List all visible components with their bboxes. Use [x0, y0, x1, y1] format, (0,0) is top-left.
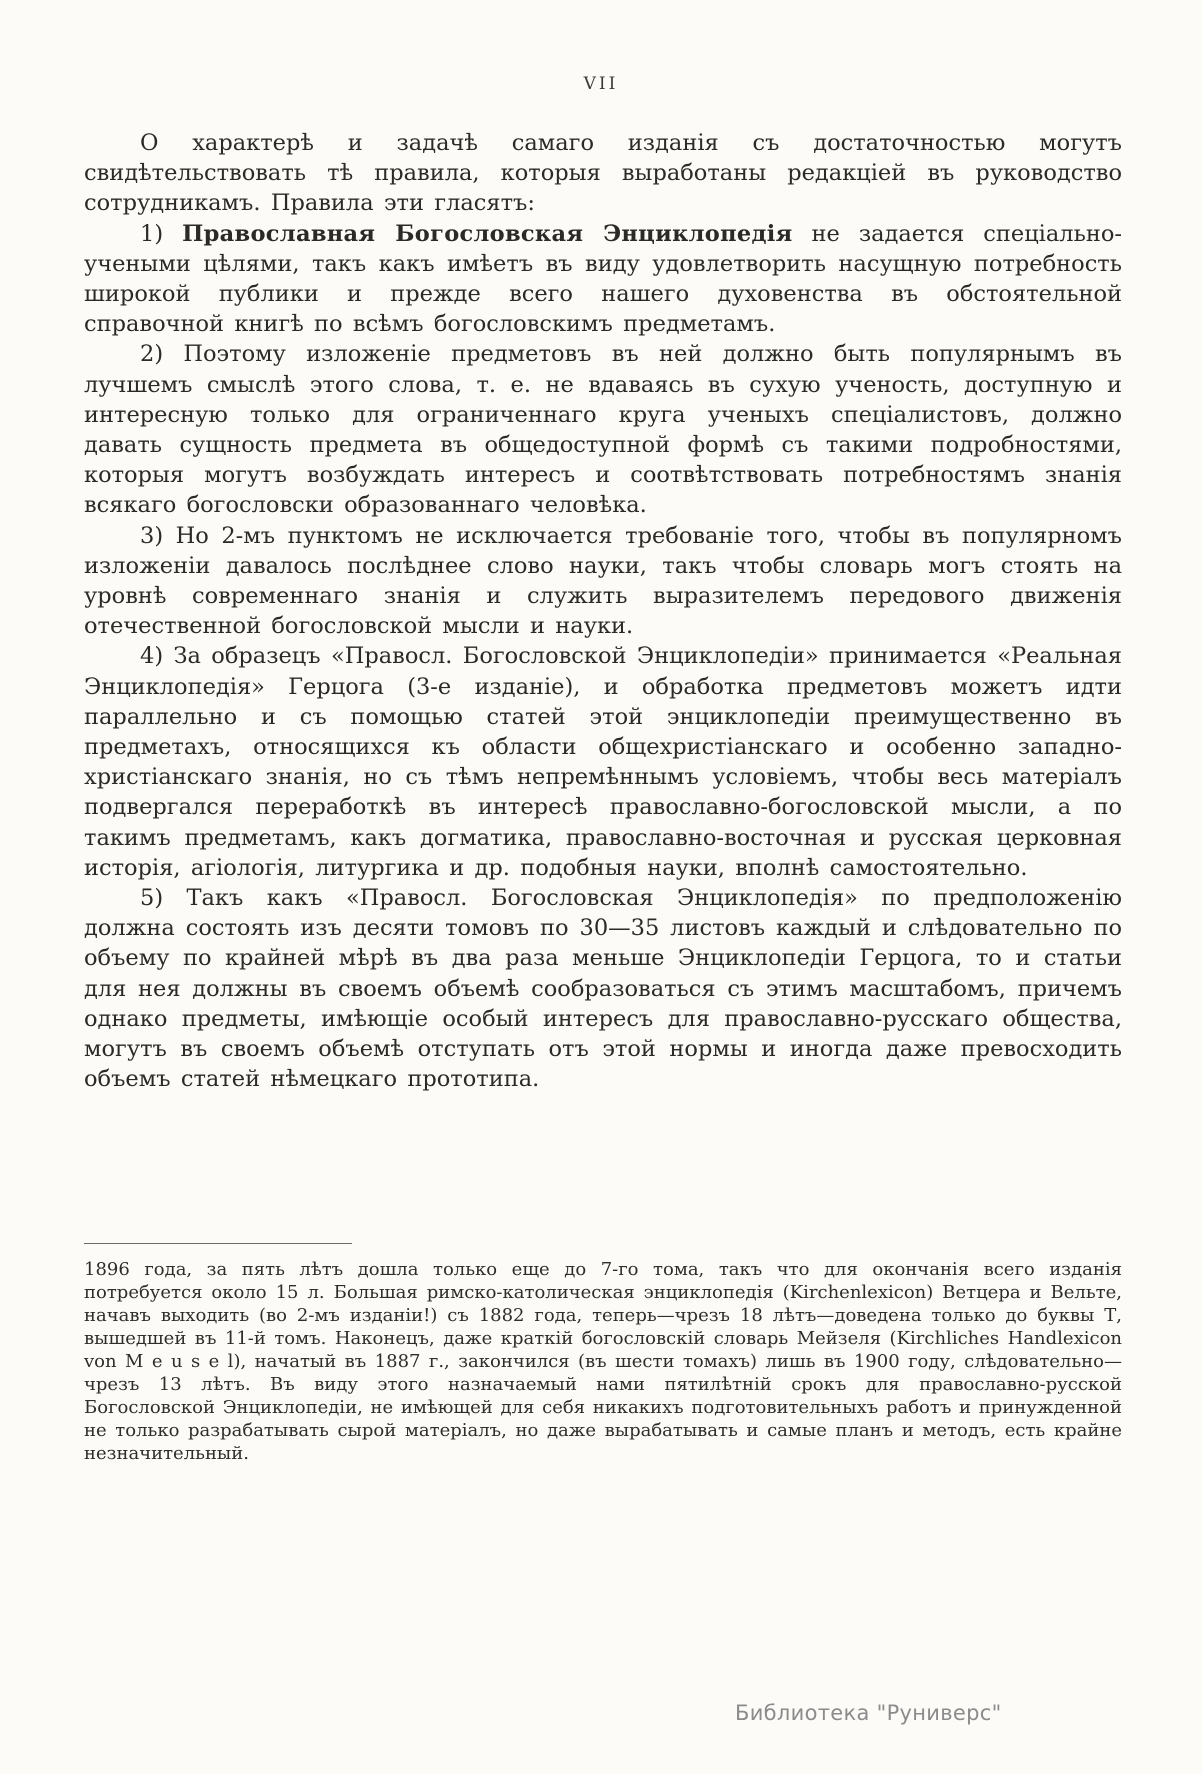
page-number: VII — [583, 74, 619, 94]
footnote — [84, 1258, 1122, 1465]
library-watermark: Библиотека "Руниверс" — [735, 1701, 1002, 1725]
point-1-text: не задается спеціально-учеными цѣлями, такъ какъ имѣетъ въ виду удовлетворить насущную потребность широкой публики и прежде всего нашего духовенства въ обстоятельной справочной книгѣ по всѣмъ богословскимъ предметамъ. — [84, 220, 1122, 338]
paragraph-point-2: 2) Поэтому изложеніе предметовъ въ ней должно быть популярнымъ въ лучшемъ смыслѣ этого слова, т. е. не вдаваясь въ сухую ученость, доступную и интересную только для ограниченнаго круга ученыхъ спеціалистовъ, должно давать сущность предмета въ общедоступной формѣ съ такими подробностями, которыя могутъ возбуждать интересъ и соотвѣтствовать потребностямъ знанія всякаго богословски образованнаго человѣка. — [84, 341, 1122, 519]
point-1-title-bold: Православная Богословская Энциклопедія — [182, 220, 793, 247]
paragraph-intro: О характерѣ и задачѣ самаго изданія съ достаточностью могутъ свидѣтельствовать тѣ правила, которыя выработаны редакціей въ руководство сотрудникамъ. Правила эти гласятъ: — [84, 130, 1122, 217]
body-text — [84, 128, 1122, 1095]
paragraph-point-5: 5) Такъ какъ «Правосл. Богословская Энциклопедія» по предположенію должна состоять изъ десяти томовъ по 30—35 листовъ каждый и слѣдовательно по объему по крайней мѣрѣ въ два раза меньше Энциклопедіи Герцога, то и статьи для нея должны въ своемъ объемѣ сообразоваться съ этимъ масштабомъ, причемъ однако предметы, имѣющіе особый интересъ для православно-русскаго общества, могутъ въ своемъ объемѣ отступать отъ этой нормы и иногда даже превосходить объемъ статей нѣмецкаго прототипа. — [84, 885, 1122, 1093]
paragraph-point-1 — [84, 219, 1122, 340]
point-1-number: 1) — [140, 220, 183, 247]
paragraph-point-3: 3) Но 2-мъ пунктомъ не исключается требованіе того, чтобы въ популярномъ изложеніи давалось послѣднее слово науки, такъ чтобы словарь могъ стоять на уровнѣ современнаго знанія и служить выразителемъ передового движенія отечественной богословской мысли и науки. — [84, 522, 1122, 640]
paragraph-point-4: 4) За образецъ «Правосл. Богословской Энциклопедіи» принимается «Реальная Энциклопедія» Герцога (3-е изданіе), и обработка предметовъ можетъ идти параллельно и съ помощью статей этой энциклопедіи преимущественно въ предметахъ, относящихся къ области общехристіанскаго и особенно западно-христіанскаго знанія, но съ тѣмъ непремѣннымъ условіемъ, чтобы весь матеріалъ подвергался переработкѣ въ интересѣ православно-богословской мысли, а по такимъ предметамъ, какъ догматика, православно-восточная и русская церковная исторія, агіологія, литургика и др. подобныя науки, вполнѣ самостоятельно. — [84, 643, 1122, 881]
footnote-separator — [84, 1243, 352, 1244]
footnote-text: 1896 года, за пять лѣтъ дошла только еще до 7-го тома, такъ что для окончанія всего изданія потребуется около 15 л. Большая римско-католическая энциклопедія (Kirchenlexicon) Ветцера и Вельте, начавъ выходить (во 2-мъ изданіи!) съ 1882 года, теперь—чрезъ 18 лѣтъ—доведена только до буквы Т, вышедшей въ 11-й томъ. Наконецъ, даже краткій богословскій словарь Мейзеля (Kirchliches Handlexicon von M e u s e l), начатый въ 1887 г., закончился (въ шести томахъ) лишь въ 1900 году, слѣдовательно—чрезъ 13 лѣтъ. Въ виду этого назначаемый нами пятилѣтній срокъ для православно-русской Богословской Энциклопедіи, не имѣющей для себя никакихъ подготовительныхъ работъ и принужденной не только разрабатывать сырой матеріалъ, но даже вырабатывать и самые планъ и методъ, есть крайне незначительный. — [84, 1259, 1122, 1464]
